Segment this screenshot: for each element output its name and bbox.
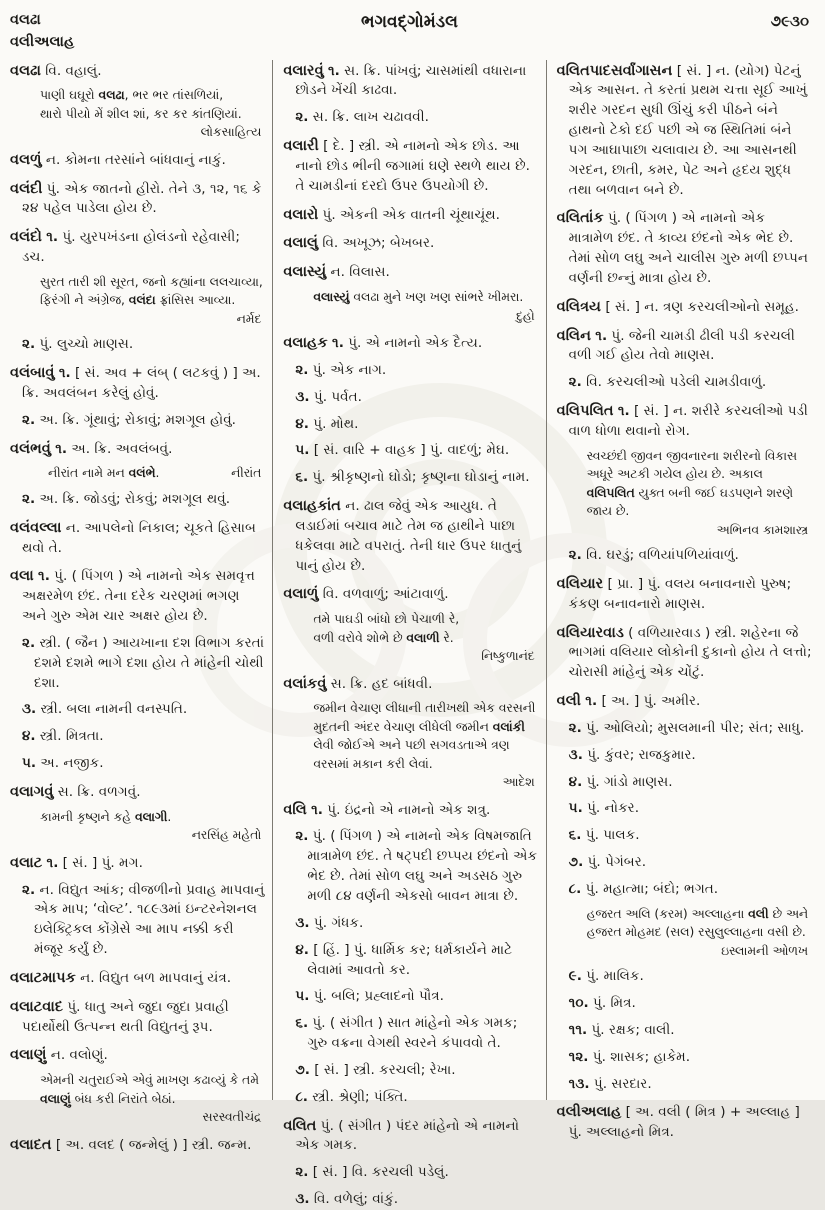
quote-source: સરસ્વતીચંદ્ર xyxy=(202,1110,262,1125)
headword: વલારો xyxy=(283,205,319,223)
entry-sub-sense: ૩. સ્ત્રી. બલા નામની વનસ્પતિ. xyxy=(22,701,188,718)
quote-source: દુહો xyxy=(515,308,535,323)
entry-sub-sense: ૨. અ. ક્રિ. ગૂંથાવું; રોકાવું; મશગૂલ હોવું. xyxy=(22,411,236,428)
sense-number: ૧૦. xyxy=(568,995,589,1011)
sense-number: ૩. xyxy=(568,746,583,763)
quote-line: જમીન વેચાણ લીધાની તારીખથી એક વરસની મુદતની અંદર વેચાણ લીધેલી જમીન વલાંકી લેવી જોઈએ અને પછી સગવડતાએ ત્રણ વરસમાં મકાન કરી લેવાં. xyxy=(313,701,536,771)
sense-number: ૧. xyxy=(311,801,323,818)
dictionary-entry xyxy=(10,60,265,142)
sense-number: ૨. xyxy=(22,411,36,428)
headword: વલીઅલાહ xyxy=(556,1103,622,1121)
entry-definition: વલારો પું. એકની એક વાતની ચૂંથાચૂંથ. xyxy=(283,205,500,223)
headword: વલિ xyxy=(283,800,307,818)
sense-number: ૩. xyxy=(295,914,310,931)
quote-source: અભિનવ કામશાસ્ત્ર xyxy=(716,522,808,537)
entry-definition: વલિ ૧. પું. ઇંદ્રનો એ નામનો એક શત્રુ. xyxy=(283,800,491,818)
entry-sub-sense: ૩. વિ. વળેલું; વાંકું. xyxy=(295,1191,399,1208)
entry-definition: વલા ૧. પું. ( પિંગળ ) એ નામનો એક સમવૃત્ત અક્ષરમેળ છંદ. તેના દરેક ચરણમાં ભગણ અને ગુરુ એમ ચાર અક્ષર હોય છે. xyxy=(10,567,255,625)
sense-number: ૧. xyxy=(55,440,68,457)
entry-definition: વલારવું ૧. સ. ક્રિ. પાંખવું; ચાસમાંથી વધારાના છોડને ખેંચી કાઢવા. xyxy=(283,61,527,99)
entry-definition: વલિપલિત ૧. [ સં. ] ન. શરીરે કરચલીઓ પડી વાળ ધોળા થવાનો રોગ. xyxy=(556,402,808,439)
sense-number: ૪. xyxy=(22,728,36,745)
headword: વલિપલિત xyxy=(556,402,614,420)
dictionary-entry xyxy=(283,204,538,226)
sense-number: ૫. xyxy=(295,988,310,1005)
sense-number: ૨. xyxy=(22,634,36,651)
sense-number: ૬. xyxy=(295,469,309,486)
headword: વલા xyxy=(10,567,34,585)
quote-line: વળી વરોવે શોભે છે વલાળી રે. xyxy=(313,630,454,645)
entry-definition: વલઢા વિ. વહાલું. xyxy=(10,61,102,79)
usage-quote xyxy=(10,464,265,482)
sense-number: ૮. xyxy=(568,881,582,897)
dictionary-entry xyxy=(10,149,265,171)
headword: વલિત xyxy=(283,1116,317,1134)
entry-definition: વલાહક ૧. પું. એ નામનો એક દૈત્ય. xyxy=(283,333,483,351)
sense-number: ૩. xyxy=(295,1191,310,1208)
entry-definition: વલંવલ્લા ન. આપલેનો નિકાલ; ચૂકતે હિસાબ થવો તે. xyxy=(10,518,256,556)
headword: વલાટ xyxy=(10,853,43,871)
entry-definition: વલંબાવું ૧. [ સં. અવ + લંબ્ ( લટકવું ) ] અ. ક્રિ. અવલંબન કરેલું હોવું. xyxy=(10,364,261,401)
entry-sub-sense: ૬. પું. પાલક. xyxy=(568,827,640,844)
sense-number: ૫. xyxy=(22,755,37,772)
entry-definition: વલિત્રય [ સં. ] ન. ત્રણ કરચલીઓનો સમૂહ. xyxy=(556,297,799,315)
entry-sub-sense: ૩. પું. પર્વત. xyxy=(295,388,362,405)
sense-number: ૧૧. xyxy=(568,1021,588,1038)
dictionary-entry xyxy=(283,261,538,325)
dictionary-entry xyxy=(283,495,538,576)
quote-line: પાણી ઘઘૂરો વલઢા, ભર ભર તાંસળિયાં, xyxy=(40,88,224,103)
headword: વલળું xyxy=(10,150,42,168)
headword: વલાદત xyxy=(10,1135,52,1153)
entry-sub-sense: ૩. પું. કુંવર; રાજકુમાર. xyxy=(568,746,696,763)
dictionary-entry xyxy=(10,226,265,355)
sense-number: ૭. xyxy=(295,1061,310,1078)
dictionary-entry xyxy=(10,967,265,989)
sense-number: ૨. xyxy=(295,1164,309,1181)
dictionary-entry xyxy=(283,135,538,197)
quote-line: એમની ચતુરાઈએ એવું માખણ કઢાવ્યું કે તમે વલાણું બંધ કરી નિરાંતે બેઠાં. xyxy=(40,1073,259,1106)
entry-sub-sense: ૨. અ. ક્રિ. જોડવું; રોકવું; મશગૂલ થવું. xyxy=(22,490,231,507)
dictionary-entry xyxy=(10,996,265,1038)
entry-sub-sense: ૫. [ સં. વારિ + વાહક ] પું. વાદળું; મેઘ. xyxy=(295,442,510,459)
sense-number: ૭. xyxy=(568,854,584,871)
quote-source: નર્મદ xyxy=(236,311,262,326)
sense-number: ૮. xyxy=(295,1088,308,1105)
dictionary-entry xyxy=(10,852,265,960)
usage-quote xyxy=(557,905,812,960)
sense-number: ૧. xyxy=(46,854,59,871)
quote-line: તમે પાઘડી બાંધો છો પેચાળી રે, xyxy=(313,612,460,627)
column-1 xyxy=(10,60,272,1153)
entry-definition: વલારી [ દે. ] સ્ત્રી. એ નામનો એક છોડ. આ નાનો છોડ ભીની જગામાં ઘણે સ્થળે થાય છે. તે ચામડીનાં દરદો ઉપર ઉપયોગી છે. xyxy=(283,137,530,194)
sense-number: ૫. xyxy=(568,800,583,817)
sense-number: ૩. xyxy=(22,701,37,718)
guide-word-last: વલીઅલાહ xyxy=(10,33,75,50)
quote-line: વલાસ્યું વલઢા મુને ખણ ખણ સાંભરે ખીમરા. xyxy=(313,290,524,305)
entry-sub-sense: ૪. [ હિં. ] પું. ધાર્મિક કર; ધર્મકાર્યને માટે લેવામાં આવતો કર. xyxy=(295,941,513,978)
quote-source: નરસિંહ મહેતો xyxy=(191,828,262,843)
entry-definition: વલાટમાપક ન. વિદ્યુત બળ માપવાનું યંત્ર. xyxy=(10,968,232,986)
entry-sub-sense: ૨. સ્ત્રી. ( જૈન ) આયખાના દશ વિભાગ કરતાં દશમે દશમે ભાગે દશા હોય તે માંહેની ચોથી દશા. xyxy=(22,634,265,691)
entry-sub-sense: ૧૩. પું. સરદાર. xyxy=(568,1075,652,1092)
usage-quote xyxy=(283,288,538,325)
entry-sub-sense: ૧૧. પું. રક્ષક; વાલી. xyxy=(568,1021,675,1038)
entry-definition: વલાળું વિ. વળવાળું; આંટાવાળું. xyxy=(283,585,449,603)
entry-definition: વલંભવું ૧. અ. ક્રિ. અવલંબવું. xyxy=(10,439,173,457)
sense-number: ૨. xyxy=(295,828,309,845)
entry-sub-sense: ૭. [ સં. ] સ્ત્રી. કરચલી; રેખા. xyxy=(295,1061,456,1078)
headword: વલી xyxy=(556,692,581,710)
quote-line: સ્વચ્છંદી જીવન જીવનારના શરીરનો વિકાસ અધૂરે અટકી ગયેલ હોય છે. અકાલ વલિપલિત યુક્ત બની જઈ ઘડપણને શરણે જાય છે. xyxy=(586,448,797,519)
entry-sub-sense: ૨. પું. એક નાગ. xyxy=(295,361,387,378)
entry-sub-sense: ૮. પું. મહાત્મા; બંદો; ભગત. xyxy=(568,881,719,897)
book-title: ભગવદ્ગોમંડલ xyxy=(361,12,458,32)
entry-sub-sense: ૨. પું. ( પિંગળ ) એ નામનો એક વિષમજાતિ માત્રામેળ છંદ. તે ષટ્પદી છપ્પય છંદનો એક ભેદ છે. તેમાં સોળ લઘુ અને અડસઠ ગુરુ મળી ૮૪ વર્ણની એકસો બાવન માત્રા છે. xyxy=(295,828,538,904)
dictionary-entry xyxy=(557,400,812,566)
dictionary-entry xyxy=(10,1044,265,1126)
sense-number: ૪. xyxy=(568,773,583,790)
sense-number: ૧. xyxy=(46,229,59,246)
entry-sub-sense: ૨. વિ. ઘરડું; વળિયાંપળિયાંવાળું. xyxy=(568,547,739,564)
headword: વલંદો xyxy=(10,228,42,246)
dictionary-entry xyxy=(10,565,265,774)
column-2 xyxy=(272,60,545,1208)
quote-source: નિષ્કુળાનંદ xyxy=(481,649,535,664)
dictionary-entry xyxy=(10,178,265,220)
headword: વલિતપાદસર્વાંગાસન xyxy=(556,61,673,79)
entry-definition: વલંદી પું. એક જાતનો હીરો. તેને ૩, ૧૨, ૧૬ કે ૨૪ પહેલ પાડેલા હોય છે. xyxy=(10,179,262,217)
headword: વલિયાર xyxy=(556,574,604,592)
quote-source: આદેશ xyxy=(502,775,535,790)
quote-line: ફિરંગી ને અંગ્રેજ, વલંદા ફ્રાંસિસ આવ્યા. xyxy=(40,293,236,308)
headword: વલાગવું xyxy=(10,782,54,800)
entry-sub-sense: ૨. પું. લુચ્ચો માણસ. xyxy=(22,336,134,353)
headword: વલંભવું xyxy=(10,439,51,457)
sense-number: ૨. xyxy=(295,361,309,378)
dictionary-entry xyxy=(10,1134,265,1156)
usage-quote xyxy=(10,808,265,845)
quote-source: ઇસ્લામની ઓળખ xyxy=(721,943,808,958)
entry-sub-sense: ૯. પું. માલિક. xyxy=(568,968,644,985)
sense-number: ૨. xyxy=(568,719,582,736)
entry-sub-sense: ૬. પું. ( સંગીત ) સાત માંહેનો એક ગમક; ગુરુ વક્રના વેગથી સ્વરને કંપાવવો તે. xyxy=(295,1015,518,1052)
sense-number: ૨. xyxy=(22,490,36,507)
dictionary-entry xyxy=(557,622,812,684)
entry-sub-sense: ૮. સ્ત્રી. શ્રેણી; પંક્તિ. xyxy=(295,1088,408,1105)
page-header xyxy=(0,0,825,54)
entry-sub-sense: ૪. સ્ત્રી. મિત્રતા. xyxy=(22,728,104,745)
usage-quote xyxy=(283,699,538,791)
sense-number: ૬. xyxy=(568,827,582,844)
sense-number: ૨. xyxy=(22,336,36,353)
headword: વલાટમાપક xyxy=(10,968,76,986)
dictionary-entry xyxy=(283,232,538,254)
entry-definition: વલિતપાદસર્વાંગાસન [ સં. ] ન. (યોગ) પેટનું એક આસન. તે કરતાં પ્રથમ ચત્તા સૂઈ આખું શરીર ગરદન સુધી ઊંચું કરી પીઠને બંને હાથનો ટેકો દઈ પછી એ જ સ્થિતિમાં બંને પગ આઘાપાછા ચલાવાય છે. આ આસનથી ગરદન, છાતી, કમર, પેટ અને હૃદય શુદ્ધ તથા બળવાન બને છે. xyxy=(556,61,807,198)
sense-number: ૧. xyxy=(585,693,598,710)
sense-number: ૬. xyxy=(295,1015,309,1032)
dictionary-entry xyxy=(10,517,265,559)
dictionary-entry xyxy=(283,673,538,792)
entry-definition: વલાટવાદ પું. ધાતુ અને જુદા જુદા પ્રવાહી પદાર્થોથી ઉત્પન્ન થતી વિદ્યુતનું રૂપ. xyxy=(10,997,229,1035)
usage-quote xyxy=(10,1071,265,1126)
headword: વલારવું xyxy=(283,61,324,79)
dictionary-entry xyxy=(557,573,812,615)
sense-number: ૧. xyxy=(595,327,608,344)
entry-definition: વલંદો ૧. પું. યુરપખંડના હોલંડનો રહેવાસી; ડચ. xyxy=(10,228,240,266)
entry-sub-sense: ૫. પું. બલિ; પ્રહ્લાદનો પૌત્ર. xyxy=(295,988,444,1005)
dictionary-entry xyxy=(283,799,538,1108)
quote-source: લોકસાહિત્ય xyxy=(200,125,262,140)
entry-definition: વલી ૧. [ અ. ] પું. અમીર. xyxy=(556,692,701,710)
quote-line: હજરત અલિ (કરમ) અલ્લાહના વલી છે અને હજરત મોહમદ (સલ) રસુલુલ્લાહના વસી છે. xyxy=(586,906,809,940)
sense-number: ૨. xyxy=(295,109,309,126)
usage-quote xyxy=(10,86,265,141)
dictionary-entry xyxy=(10,438,265,510)
dictionary-entry xyxy=(283,60,538,129)
quote-source: નીરાંત xyxy=(231,466,262,481)
column-3 xyxy=(546,60,819,1141)
dictionary-entry xyxy=(283,332,538,488)
sense-number: ૩. xyxy=(295,388,310,405)
headword: વલિયારવાડ xyxy=(556,623,624,641)
sense-number: ૧. xyxy=(58,365,71,382)
entry-sub-sense: ૫. પું. નોકર. xyxy=(568,800,640,817)
entry-sub-sense: ૨. વિ. કરચલીઓ પડેલી ચામડીવાળું. xyxy=(568,374,767,391)
entry-definition: વલાટ ૧. [ સં. ] પું. મગ. xyxy=(10,853,143,871)
quote-line: સુરત તારી શી સૂરત, જનો કહ્યાંના લલચાવ્યા, xyxy=(40,274,263,289)
sense-number: ૪. xyxy=(295,415,309,432)
entry-sub-sense: ૭. પું. પેગંબર. xyxy=(568,854,647,871)
sense-number: ૧૨. xyxy=(568,1048,589,1065)
headword: વલાણું xyxy=(10,1046,47,1064)
headword: વલઢા xyxy=(10,61,41,79)
usage-quote xyxy=(557,447,812,539)
entry-definition: વલાણું ન. વલોણું. xyxy=(10,1046,108,1064)
sense-number: ૫. xyxy=(295,442,310,459)
guide-words xyxy=(10,10,210,54)
entry-sub-sense: ૪. પું. મોથ. xyxy=(295,415,359,432)
headword: વલિત્રય xyxy=(556,297,602,315)
dictionary-entry xyxy=(283,583,538,665)
entry-definition: વલિયાર [ પ્રા. ] પું. વલય બનાવનારો પુરુષ; કંકણ બનાવનારો માણસ. xyxy=(556,574,792,612)
sense-number: ૧. xyxy=(38,568,50,585)
dictionary-entry xyxy=(10,362,265,431)
headword: વલાસ્યું xyxy=(283,263,327,281)
entry-sub-sense: ૪. પું. ગાંડો માણસ. xyxy=(568,773,673,790)
entry-definition: વલિત પું. ( સંગીત ) પંદર માંહેનો એ નામનો એક ગમક. xyxy=(283,1116,520,1154)
entry-sub-sense: ૫. અ. નજીક. xyxy=(22,755,104,772)
dictionary-entry xyxy=(283,1115,538,1210)
entry-sub-sense: ૬. પું. શ્રીકૃષ્ણનો ઘોડો; કૃષ્ણના ઘોડાનું નામ. xyxy=(295,469,530,486)
guide-word-first: વલઢા xyxy=(10,12,41,28)
entry-sub-sense: ૧૨. પું. શાસક; હાકેમ. xyxy=(568,1048,691,1065)
quote-line: નીરાંત નામે મન વલંભે. xyxy=(48,466,160,481)
entry-definition: વલિતાંક પું. ( પિંગળ ) એ નામનો એક માત્રામેળ છંદ. તે કાવ્ય છંદનો એક ભેદ છે. તેમાં સોળ લઘુ અને ચાલીસ ગુરુ મળી છપ્પન વર્ણની છન્નું માત્રા હોય છે. xyxy=(556,209,808,286)
headword: વલંબાવું xyxy=(10,364,55,382)
dictionary-entry xyxy=(10,781,265,845)
headword: વલાહકાંત xyxy=(283,497,341,515)
sense-number: ૧૩. xyxy=(568,1075,590,1092)
sense-number: ૨. xyxy=(568,547,582,564)
dictionary-entry xyxy=(557,60,812,201)
headword: વલાહક xyxy=(283,333,328,351)
dictionary-entry xyxy=(557,690,812,1094)
entry-definition: વલાસ્યું ન. વિલાસ. xyxy=(283,263,390,281)
headword: વલારી xyxy=(283,137,319,155)
entry-sub-sense: ૨. ન. વિદ્યુત આંક; વીજળીનો પ્રવાહ માપવાનું એક માપ; ‘વોલ્ટ’. ૧૮૯૩માં ઇન્ટરનેશનલ ઇલેક્ટ્રિકલ કોંગ્રેસે આ માપ નક્કી કરી મંજૂર કર્યું છે. xyxy=(22,881,265,958)
entry-definition: વલળું ન. કોમના તરસાંને બાંધવાનું નાકું. xyxy=(10,150,226,168)
dictionary-entry xyxy=(557,296,812,318)
dictionary-entry xyxy=(557,1101,812,1143)
headword: વલાળું xyxy=(283,585,319,603)
entry-sub-sense: ૨. [ સં. ] વિ. કરચલી પડેલું. xyxy=(295,1164,449,1181)
sense-number: ૨. xyxy=(568,374,582,391)
entry-definition: વલાંકવું સ. ક્રિ. હદ બાંધવી. xyxy=(283,674,433,692)
headword: વલાટવાદ xyxy=(10,997,64,1015)
dictionary-entry xyxy=(557,207,812,288)
dictionary-entry xyxy=(557,325,812,394)
entry-definition: વલાગવું સ. ક્રિ. વળગવું. xyxy=(10,782,141,800)
entry-definition: વલાલું વિ. અખૂઝ; બેખબર. xyxy=(283,234,435,252)
sense-number: ૧. xyxy=(332,334,344,351)
entry-sub-sense: ૩. પું. ગંધક. xyxy=(295,914,364,931)
headword: વલાંકવું xyxy=(283,674,327,692)
quote-line: કામની કૃષ્ણને કહે વલાગી. xyxy=(40,809,172,824)
entry-definition: વલિન ૧. પું. જેની ચામડી ઢીલી પડી કરચલી વળી ગઈ હોય તેવો માણસ. xyxy=(556,326,795,364)
entry-sub-sense: ૨. સ. ક્રિ. લાખ ચઢાવવી. xyxy=(295,109,429,126)
columns xyxy=(0,54,825,1208)
sense-number: ૯. xyxy=(568,968,582,985)
page-number: ૭૯૩૦ xyxy=(770,12,809,30)
sense-number: ૧. xyxy=(617,403,630,420)
usage-quote xyxy=(10,273,265,328)
sense-number: ૪. xyxy=(295,941,309,958)
headword: વલંવલ્લા xyxy=(10,518,62,536)
sense-number: ૨. xyxy=(22,881,36,898)
sense-number: ૧. xyxy=(328,62,340,79)
entry-sub-sense: ૨. પું. ઓલિયો; મુસલમાની પીર; સંત; સાધુ. xyxy=(568,719,805,736)
headword: વલંદી xyxy=(10,179,43,197)
entry-definition: વલિયારવાડ ( વળિયારવાડ ) સ્ત્રી. શહેરના જે ભાગમાં વલિયાર લોકોની દુકાનો હોય તે લત્તો; ચોરાસી માંહેનું એક ચોંટું. xyxy=(556,623,812,681)
usage-quote xyxy=(283,610,538,665)
entry-definition: વલાહકાંત ન. ઢાલ જેવું એક આયુધ. તે લડાઈમાં બચાવ માટે તેમ જ હાથીને પાછા ધકેલવા માટે વપરાતું. તેની ધાર ઉપર ધાતુનું પાનું હોય છે. xyxy=(283,497,522,574)
headword: વલિતાંક xyxy=(556,209,604,227)
quote-line: થારો પીયો મેં શીલ શાં, કર કર કાંતણિયાં. xyxy=(40,106,242,121)
entry-definition: વલીઅલાહ [ અ. વલી ( મિત્ર ) + અલ્લાહ ] પું. અલ્લાહનો મિત્ર. xyxy=(556,1103,800,1141)
entry-definition: વલાદત [ અ. વલદ ( જન્મેલું ) ] સ્ત્રી. જન્મ. xyxy=(10,1135,252,1153)
entry-sub-sense: ૧૦. પું. મિત્ર. xyxy=(568,995,636,1011)
headword: વલિન xyxy=(556,326,591,344)
headword: વલાલું xyxy=(283,234,319,252)
